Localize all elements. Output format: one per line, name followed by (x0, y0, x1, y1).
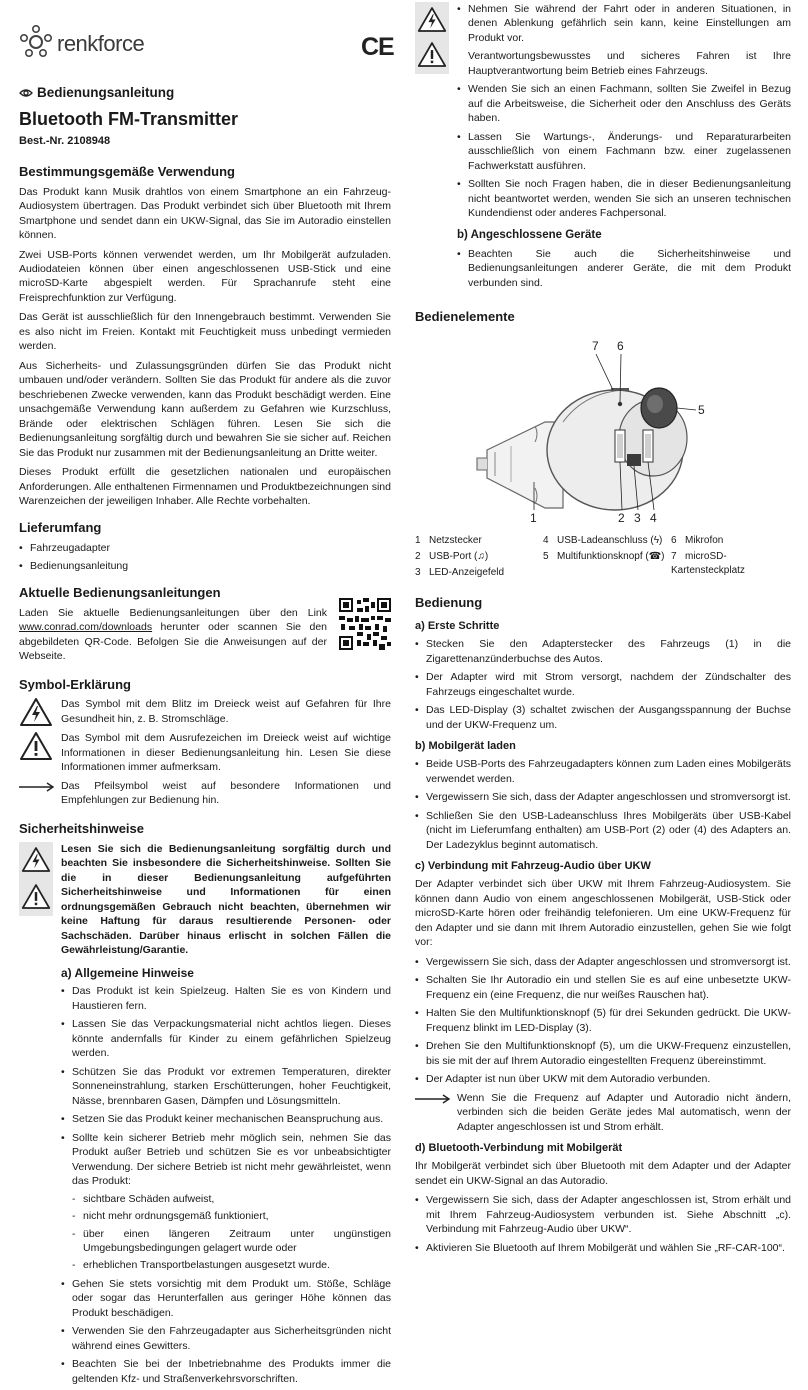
downloads-link[interactable]: www.conrad.com/downloads (19, 621, 153, 634)
list-item: • Gehen Sie stets vorsichtig mit dem Produkt um. Stöße, Schläge oder sogar das Herunterfallen aus geringer Höhe können das Produkt beschädigen. (61, 1277, 391, 1320)
ce-mark: CE (361, 33, 394, 61)
arrow-right-icon (415, 1091, 457, 1134)
list-item: • Bedienungsanleitung (19, 559, 391, 573)
bluetooth-list (415, 1193, 791, 1255)
manual-label: Bedienungsanleitung (37, 85, 175, 100)
operation-heading: Bedienung (415, 595, 483, 611)
callout-4: 4 (650, 511, 657, 526)
intended-use-p1: Das Produkt kann Musik drahtlos von einem Smartphone an ein Fahrzeug-Audiosystem übertragen. Das Produkt verbindet sich über Bluetooth mit Ihrem Smartphone und sendet dann ein UKW-Signal, das Sie im Autoradio einstellen können. (19, 185, 391, 242)
legend-label: USB-Ladeanschluss (ϟ) (557, 535, 663, 547)
legend-num: 7 (671, 551, 677, 563)
current-manuals-text (19, 606, 327, 664)
connected-devices-list (457, 247, 791, 290)
list-item: • Fahrzeugadapter (19, 541, 391, 555)
general-notes-list (61, 984, 391, 1386)
list-item: • Vergewissern Sie sich, dass der Adapter angeschlossen und stromversorgt ist. (415, 955, 791, 969)
legend-item-5 (543, 550, 665, 564)
callout-3: 3 (634, 511, 641, 526)
intended-use-p2: Zwei USB-Ports können verwendet werden, um Ihr Mobilgerät aufzuladen. Audiodateien können über einen angeschlossenen USB-Stick und eine microSD-Karte abgespielt werden. Für Sprachanrufe steht eine Freisprechfunktion zur Verfügung. (19, 248, 391, 304)
list-item: • Halten Sie den Multifunktionsknopf (5) für drei Sekunden gedrückt. Die UKW-Frequenz blinkt im LED-Display (3). (415, 1006, 791, 1035)
title-block (19, 84, 391, 150)
legend-item-4 (543, 534, 662, 548)
legend-label: Multifunktionsknopf (☎) (557, 551, 665, 563)
general-notes-heading: a) Allgemeine Hinweise (61, 965, 194, 980)
ukw-note-row (415, 1091, 791, 1134)
current-manuals-text-before: Laden Sie aktuelle Bedienungsanleitungen über den Link (19, 606, 327, 619)
list-item-text: Verantwortungsbewusstes und sicheres Fahren ist Ihre Hauptverantwortung beim Betrieb eines Fahrzeugs. (468, 50, 791, 77)
general-notes-list-continued (457, 2, 791, 221)
list-item (457, 2, 791, 78)
safety-continued-body (457, 2, 791, 294)
first-steps-heading: a) Erste Schritte (415, 619, 500, 632)
intended-use-p3: Das Gerät ist ausschließlich für den Innengebrauch bestimmt. Verwenden Sie es also nicht im Freien. Kontakt mit Feuchtigkeit muss unbedingt vermieden werden. (19, 311, 391, 353)
safety-body (61, 842, 391, 1390)
list-item: • Schützen Sie das Produkt vor extremen Temperaturen, direkter Sonneneinstrahlung, starken Erschütterungen, hoher Feuchtigkeit, Nässe, brennbaren Gasen, Dämpfen und Lösungsmitteln. (61, 1065, 391, 1108)
list-item: • Schließen Sie den USB-Ladeanschluss Ihres Mobilgeräts über USB-Kabel (nicht im Lieferumfang enthalten) am USB-Port (2) oder (4) des Adapters an. Der Ladezyklus beginnt automatisch. (415, 809, 791, 852)
brand-name: renkforce (57, 31, 145, 56)
list-item: • Schalten Sie Ihr Autoradio ein und stellen Sie es auf eine unbesetzte UKW-Frequenz ein (eine Frequenz, die nur weißes Rauschen hat). (415, 973, 791, 1002)
renkforce-logo-icon (19, 25, 53, 59)
legend-num: 2 (415, 551, 421, 563)
list-item: • Der Adapter wird mit Strom versorgt, nachdem der Zündschalter des Fahrzeugs eingeschaltet wurde. (415, 670, 791, 699)
symbol-lightning-text: Das Symbol mit dem Blitz im Dreieck weist auf Gefahren für Ihre Gesundheit hin, z. B. Stromschläge. (61, 698, 391, 725)
symbol-row-arrow (19, 779, 391, 808)
legend-label: Mikrofon (685, 535, 724, 547)
legend-item-7 (671, 550, 791, 578)
list-item: - erheblichen Transportbelastungen ausgesetzt wurde. (72, 1258, 391, 1272)
lightning-warning-icon (19, 697, 61, 727)
ukw-note: Wenn Sie die Frequenz auf Adapter und Autoradio nicht ändern, verbinden sich die beiden Geräte jedes Mal automatisch, wenn der Adapter angeschlossen ist und Strom erhält. (457, 1091, 791, 1133)
list-item: - sichtbare Schäden aufweist, (72, 1192, 391, 1206)
symbol-arrow-text: Das Pfeilsymbol weist auf besondere Informationen und Empfehlungen zur Bedienung hin. (61, 779, 391, 807)
lightning-warning-icon (417, 6, 449, 33)
safety-intro-block (19, 842, 391, 1390)
list-item: • Sollten Sie noch Fragen haben, die in dieser Bedienungsanleitung nicht beantwortet werden, wenden Sie sich an unseren technischen Kundendienst oder anderes Fachpersonal. (457, 177, 791, 220)
exclamation-warning-icon (19, 731, 61, 774)
ukw-heading: c) Verbindung mit Fahrzeug-Audio über UKW (415, 860, 651, 873)
legend-label: LED-Anzeigefeld (429, 567, 505, 579)
eye-icon (19, 88, 33, 98)
callout-2: 2 (618, 511, 625, 526)
intended-use-p5: Dieses Produkt erfüllt die gesetzlichen nationalen und europäischen Anforderungen. Alle enthaltenen Firmennamen und Produktbezeichnungen sind Warenzeichen der jeweiligen Inhaber. Alle Rechte vorbehalten. (19, 466, 391, 508)
legend-label: microSD-Kartensteckplatz (671, 551, 745, 576)
current-manuals-heading: Aktuelle Bedienungsanleitungen (19, 584, 221, 600)
ukw-list (415, 955, 791, 1087)
symbol-row-lightning (19, 697, 391, 727)
list-item: • Das LED-Display (3) schaltet zwischen der Ausgangsspannung der Buchse und der UKW-Frequenz um. (415, 703, 791, 732)
list-item: • Der Adapter ist nun über UKW mit dem Autoradio verbunden. (415, 1072, 791, 1086)
safety-continued (415, 2, 791, 294)
list-item: • Stecken Sie den Adapterstecker des Fahrzeugs (1) in die Zigarettenanzünderbuchse des Autos. (415, 637, 791, 666)
list-item (61, 1131, 391, 1273)
legend-item-6 (671, 534, 723, 548)
safety-heading: Sicherheitshinweise (19, 820, 144, 836)
list-item: • Aktivieren Sie Bluetooth auf Ihrem Mobilgerät und wählen Sie „RF-CAR-100“. (415, 1241, 791, 1255)
list-item: • Beachten Sie bei der Inbetriebnahme des Produkts immer die geltenden Kfz- und Straßenverkehrsvorschriften. (61, 1357, 391, 1386)
list-item-text: Sollte kein sicherer Betrieb mehr möglich sein, nehmen Sie das Produkt außer Betrieb und schützen Sie es vor unbeabsichtigter Verwendung. Der sichere Betrieb ist nicht mehr gewährleistet, wenn das Produkt: (72, 1131, 391, 1188)
callout-7: 7 (592, 339, 599, 354)
list-item: - über einen längeren Zeitraum unter ungünstigen Umgebungsbedingungen gelagert wurde oder (72, 1227, 391, 1256)
fm-transmitter-diagram (415, 330, 791, 530)
bluetooth-paragraph: Ihr Mobilgerät verbindet sich über Bluetooth mit dem Adapter und der Adapter sendet ein UKW-Signal an das Autoradio. (415, 1160, 791, 1187)
callout-6: 6 (617, 339, 624, 354)
legend-label: Netzstecker (429, 535, 482, 547)
list-item: • Beide USB-Ports des Fahrzeugadapters können zum Laden eines Mobilgeräts verwendet werden. (415, 757, 791, 786)
safety-intro: Lesen Sie sich die Bedienungsanleitung sorgfältig durch und beachten Sie insbesondere die Sicherheitshinweise. Sollten Sie die in dieser Bedienungsanleitung aufgeführten Sicherheitshinweise und Informationen für einen ordnungsgemäßen Gebrauch nicht beachten, übernehmen wir keine Haftung für daraus resultierende Personen- oder Sachschäden. Darüber hinaus erlischt in solchen Fällen die Gewährleistung/Garantie. (61, 842, 391, 957)
legend-num: 6 (671, 535, 677, 547)
list-item: • Lassen Sie das Verpackungsmaterial nicht achtlos liegen. Dieses könnte andernfalls für Kinder zu einem gefährlichen Spielzeug werden. (61, 1017, 391, 1060)
delivery-heading: Lieferumfang (19, 519, 102, 535)
list-item: • Vergewissern Sie sich, dass der Adapter angeschlossen und stromversorgt ist. (415, 790, 791, 804)
intended-use-heading: Bestimmungsgemäße Verwendung (19, 163, 235, 179)
ukw-paragraph: Der Adapter verbindet sich über UKW mit Ihrem Fahrzeug-Audiosystem. Sie können dann Audio von einem angeschlossenen Mobilgerät, USB-Stick oder microSD-Karte hören oder freihändig telefonieren. Um eine UKW-Frequenz für den Adapter und sie dann mit Ihrem Autoradio einzustellen, gehen Sie wie folgt vor: (415, 878, 791, 949)
list-item: • Vergewissern Sie sich, dass der Adapter angeschlossen ist, Strom erhält und mit Ihrem Fahrzeug-Audiosystem verbunden ist. Siehe Abschnitt „c). Verbindung mit Fahrzeug-Audio über UKW“. (415, 1193, 791, 1236)
symbols-heading: Symbol-Erklärung (19, 676, 131, 692)
current-manuals-block (19, 606, 391, 664)
callout-1: 1 (530, 511, 537, 526)
charge-heading: b) Mobilgerät laden (415, 740, 516, 753)
legend-num: 3 (415, 567, 421, 579)
list-item: • Lassen Sie Wartungs-, Änderungs- und Reparaturarbeiten ausschließlich von einem Fachmann bzw. einer zugelassenen Fachwerkstatt ausführen. (457, 130, 791, 173)
list-item: • Drehen Sie den Multifunktionsknopf (5), um die UKW-Frequenz einzustellen, bis sie mit der auf Ihrem Autoradio eingestellten Frequenz übereinstimmt. (415, 1039, 791, 1068)
connected-devices-heading: b) Angeschlossene Geräte (457, 228, 602, 241)
left-column (19, 0, 394, 1390)
list-item: • Wenden Sie sich an einen Fachmann, sollten Sie Zweifel in Bezug auf die Arbeitsweise, die Sicherheit oder den Anschluss des Geräts haben. (457, 82, 791, 125)
delivery-list (19, 541, 391, 574)
exclamation-warning-icon (21, 883, 53, 910)
arrow-right-icon (19, 779, 61, 808)
lightning-warning-icon (21, 846, 53, 873)
product-title: Bluetooth FM-Transmitter (19, 108, 238, 129)
legend-item-2 (415, 550, 488, 564)
list-item: • Verwenden Sie den Fahrzeugadapter aus Sicherheitsgründen nicht während eines Gewitters. (61, 1324, 391, 1353)
first-steps-list (415, 637, 791, 732)
right-column (415, 2, 791, 1259)
list-item: • Setzen Sie das Produkt keiner mechanischen Beanspruchung aus. (61, 1112, 391, 1126)
legend-item-1 (415, 534, 482, 548)
qr-code-icon (339, 598, 391, 650)
exclamation-warning-icon (417, 41, 449, 68)
bluetooth-heading: d) Bluetooth-Verbindung mit Mobilgerät (415, 1142, 623, 1155)
current-manuals-text-after: herunter oder scannen Sie den abgebildeten QR-Code. Befolgen Sie die Anweisungen auf der Webseite. (19, 621, 327, 663)
controls-legend (415, 534, 791, 584)
safety-icons-strip (415, 2, 449, 74)
legend-item-3 (415, 566, 504, 580)
legend-num: 5 (543, 551, 549, 563)
list-item: • Das Produkt ist kein Spielzeug. Halten Sie es von Kindern und Haustieren fern. (61, 984, 391, 1013)
legend-label: USB-Port (♫) (429, 551, 489, 563)
legend-num: 1 (415, 535, 421, 547)
intended-use-p4: Aus Sicherheits- und Zulassungsgründen dürfen Sie das Produkt nicht umbauen und/oder verändern. Sollten Sie das Produkt für andere als die zuvor beschriebenen Zwecke verwenden, kann das Produkt beschädigt werden. Eine unsachgemäße Verwendung kann außerdem zu Gefahren wie Kurzschluss, Brände oder elektrischen Schlägen führen. Lesen Sie sich die Bedienungsanleitung sorgfältig durch und bewahren Sie sie sicher auf. Reichen Sie das Produkt nur zusammen mit der Bedienungsanleitung an Dritte weiter. (19, 359, 391, 459)
list-item: - nicht mehr ordnungsgemäß funktioniert, (72, 1209, 391, 1223)
order-number: Best.-Nr. 2108948 (19, 135, 111, 148)
symbol-exclamation-text: Das Symbol mit dem Ausrufezeichen im Dreieck weist auf wichtige Informationen in dieser Bedienungsanleitung hin. Lesen Sie diese Informationen immer aufmerksam. (61, 732, 391, 774)
unsafe-conditions-list (72, 1192, 391, 1273)
callout-5: 5 (698, 403, 705, 418)
legend-num: 4 (543, 535, 549, 547)
controls-heading: Bedienelemente (415, 309, 515, 325)
safety-icons-strip (19, 842, 53, 916)
symbol-row-exclamation (19, 731, 391, 774)
list-item-text: Nehmen Sie während der Fahrt oder in anderen Situationen, in denen Ablenkung gefährlich sein kann, keine Einstellungen am Produkt vor. (468, 3, 791, 44)
brand-header (19, 0, 394, 62)
charge-list (415, 757, 791, 852)
list-item: • Beachten Sie auch die Sicherheitshinweise und Bedienungsanleitungen anderer Geräte, die mit dem Produkt verbunden sind. (457, 247, 791, 290)
